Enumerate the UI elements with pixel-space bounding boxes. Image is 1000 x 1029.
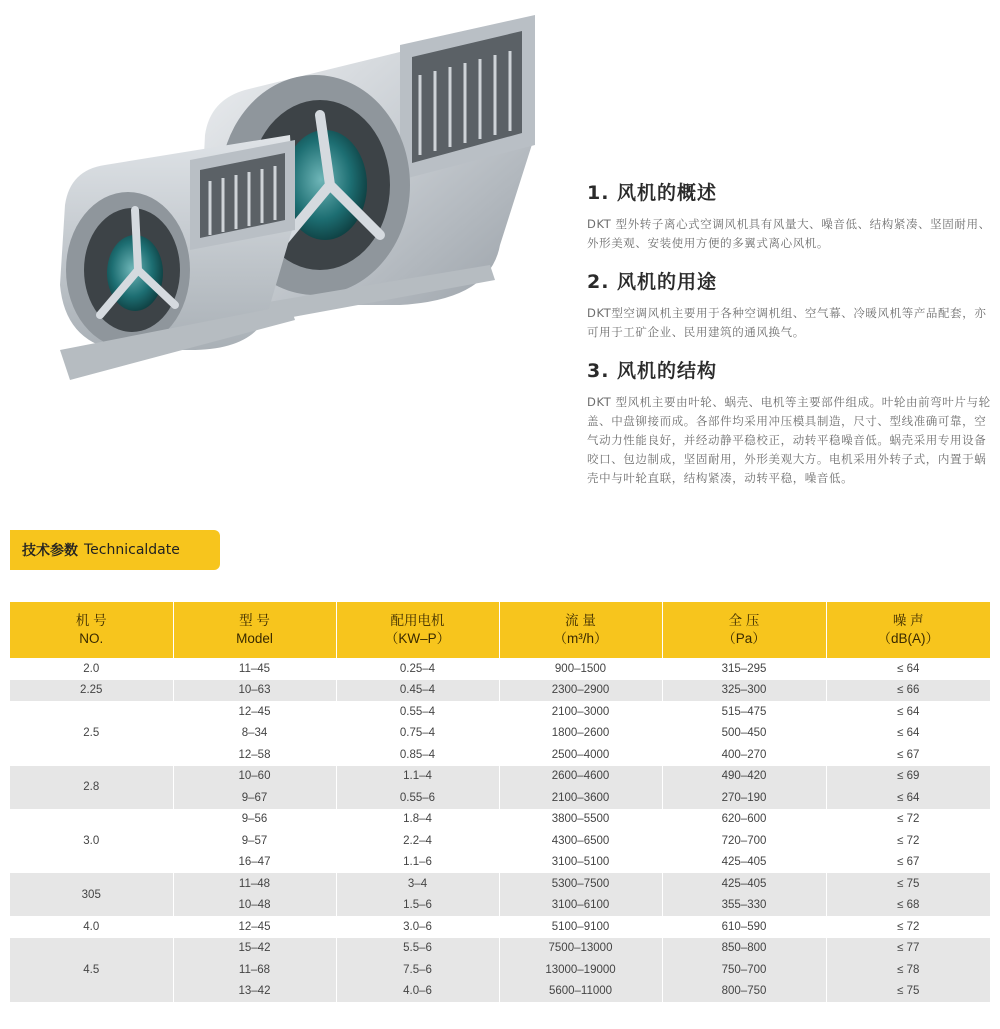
cell-pressure: 325–300 [662, 680, 826, 702]
cell-motor: 0.55–4 [336, 701, 499, 723]
header-en: Model [236, 631, 273, 646]
cell-noise: ≤ 67 [826, 852, 990, 874]
cell-model: 11–45 [173, 658, 336, 680]
cell-flow: 13000–19000 [499, 959, 662, 981]
intro-sections [587, 178, 992, 502]
section-body: DKT 型外转子离心式空调风机具有风量大、噪音低、结构紧凑、坚固耐用、外形美观、安装使用方便的多翼式离心风机。 [587, 217, 991, 250]
cell-noise: ≤ 72 [826, 809, 990, 831]
cell-model: 12–58 [173, 744, 336, 766]
cell-pressure: 720–700 [662, 830, 826, 852]
cell-noise: ≤ 68 [826, 895, 990, 917]
cell-noise: ≤ 64 [826, 723, 990, 745]
cell-motor: 4.0–6 [336, 981, 499, 1003]
header-cn: 流 量 [565, 613, 596, 628]
cell-motor: 0.25–4 [336, 658, 499, 680]
header-en: （Pa） [722, 631, 766, 646]
cell-motor: 1.1–6 [336, 852, 499, 874]
cell-motor: 0.75–4 [336, 723, 499, 745]
section-title: 3. 风机的结构 [587, 360, 718, 382]
small-fan-icon [60, 135, 295, 380]
section-title: 1. 风机的概述 [587, 182, 718, 204]
cell-model: 9–67 [173, 787, 336, 809]
cell-motor: 7.5–6 [336, 959, 499, 981]
cell-pressure: 610–590 [662, 916, 826, 938]
cell-no: 4.0 [10, 916, 173, 938]
cell-motor: 0.45–4 [336, 680, 499, 702]
cell-noise: ≤ 78 [826, 959, 990, 981]
table-header-row [10, 602, 990, 658]
header-cn: 噪 声 [892, 613, 924, 628]
cell-pressure: 490–420 [662, 766, 826, 788]
header-cn: 配用电机 [390, 613, 445, 628]
cell-noise: ≤ 64 [826, 701, 990, 723]
cell-motor: 1.8–4 [336, 809, 499, 831]
cell-motor: 3.0–6 [336, 916, 499, 938]
cell-pressure: 850–800 [662, 938, 826, 960]
header-motor [336, 602, 499, 658]
header-en: NO. [79, 631, 104, 646]
header-pressure [662, 602, 826, 658]
cell-pressure: 315–295 [662, 658, 826, 680]
cell-pressure: 355–330 [662, 895, 826, 917]
cell-model: 10–63 [173, 680, 336, 702]
header-noise [826, 602, 990, 658]
cell-flow: 5300–7500 [499, 873, 662, 895]
cell-flow: 2300–2900 [499, 680, 662, 702]
cell-model: 11–48 [173, 873, 336, 895]
cell-flow: 2100–3600 [499, 787, 662, 809]
cell-model: 13–42 [173, 981, 336, 1003]
cell-flow: 3100–5100 [499, 852, 662, 874]
cell-noise: ≤ 67 [826, 744, 990, 766]
cell-noise: ≤ 77 [826, 938, 990, 960]
cell-model: 9–56 [173, 809, 336, 831]
cell-flow: 7500–13000 [499, 938, 662, 960]
cell-flow: 2100–3000 [499, 701, 662, 723]
cell-flow: 5100–9100 [499, 916, 662, 938]
cell-motor: 1.1–4 [336, 766, 499, 788]
cell-pressure: 800–750 [662, 981, 826, 1003]
cell-motor: 3–4 [336, 873, 499, 895]
cell-pressure: 400–270 [662, 744, 826, 766]
table-row [10, 916, 990, 938]
cell-motor: 5.5–6 [336, 938, 499, 960]
cell-model: 15–42 [173, 938, 336, 960]
table-row [10, 766, 990, 788]
cell-model: 12–45 [173, 916, 336, 938]
cell-flow: 2500–4000 [499, 744, 662, 766]
tech-data-label [10, 530, 220, 570]
cell-pressure: 500–450 [662, 723, 826, 745]
cell-noise: ≤ 64 [826, 787, 990, 809]
cell-flow: 4300–6500 [499, 830, 662, 852]
cell-no: 2.8 [10, 766, 173, 809]
cell-noise: ≤ 64 [826, 658, 990, 680]
table-row [10, 809, 990, 831]
cell-pressure: 425–405 [662, 852, 826, 874]
section-overview [587, 178, 992, 253]
cell-noise: ≤ 72 [826, 916, 990, 938]
table-row [10, 680, 990, 702]
cell-model: 10–48 [173, 895, 336, 917]
section-usage [587, 267, 992, 342]
header-flow [499, 602, 662, 658]
cell-pressure: 270–190 [662, 787, 826, 809]
cell-noise: ≤ 75 [826, 981, 990, 1003]
header-cn: 机 号 [75, 613, 107, 628]
section-structure [587, 356, 992, 488]
cell-no: 2.25 [10, 680, 173, 702]
header-cn: 全 压 [728, 613, 760, 628]
table-row [10, 873, 990, 895]
cell-noise: ≤ 69 [826, 766, 990, 788]
cell-pressure: 515–475 [662, 701, 826, 723]
table-row [10, 701, 990, 723]
cell-pressure: 750–700 [662, 959, 826, 981]
cell-no: 2.0 [10, 658, 173, 680]
tech-data-label-en: Technicaldate [84, 542, 180, 558]
cell-model: 9–57 [173, 830, 336, 852]
cell-motor: 0.55–6 [336, 787, 499, 809]
cell-motor: 2.2–4 [336, 830, 499, 852]
cell-noise: ≤ 75 [826, 873, 990, 895]
product-photo-centrifugal-fans [20, 5, 580, 405]
cell-flow: 3800–5500 [499, 809, 662, 831]
header-no [10, 602, 173, 658]
cell-motor: 0.85–4 [336, 744, 499, 766]
cell-no: 2.5 [10, 701, 173, 766]
cell-no: 4.5 [10, 938, 173, 1003]
cell-model: 16–47 [173, 852, 336, 874]
spec-table-body [10, 658, 990, 1002]
cell-no: 305 [10, 873, 173, 916]
cell-noise: ≤ 66 [826, 680, 990, 702]
header-cn: 型 号 [239, 613, 270, 628]
header-model [173, 602, 336, 658]
cell-no: 3.0 [10, 809, 173, 874]
cell-flow: 900–1500 [499, 658, 662, 680]
header-en: （dB(A)） [877, 631, 939, 646]
cell-flow: 1800–2600 [499, 723, 662, 745]
cell-model: 8–34 [173, 723, 336, 745]
cell-model: 12–45 [173, 701, 336, 723]
header-en: （KW–P） [384, 631, 451, 646]
cell-pressure: 425–405 [662, 873, 826, 895]
cell-pressure: 620–600 [662, 809, 826, 831]
cell-flow: 5600–11000 [499, 981, 662, 1003]
spec-table [10, 602, 990, 1002]
cell-noise: ≤ 72 [826, 830, 990, 852]
header-en: （m³/h） [553, 631, 608, 646]
cell-flow: 2600–4600 [499, 766, 662, 788]
cell-model: 10–60 [173, 766, 336, 788]
cell-flow: 3100–6100 [499, 895, 662, 917]
section-title: 2. 风机的用途 [587, 271, 718, 293]
section-body: DKT 型风机主要由叶轮、蜗壳、电机等主要部件组成。叶轮由前弯叶片与轮盖、中盘铆接而成。各部件均采用冲压模具制造，尺寸、型线准确可靠，空气动力性能良好，并经动静平稳校正，动转平稳噪音低。蜗壳采用专用设备咬口、包边制成，坚固耐用，外形美观大方。电机采用外转子式，内置于蜗壳中与叶轮直联，结构紧凑，动转平稳，噪音低。 [587, 395, 991, 485]
section-body: DKT型空调风机主要用于各种空调机组、空气幕、冷暖风机等产品配套，亦可用于工矿企业、民用建筑的通风换气。 [587, 306, 987, 339]
table-row [10, 938, 990, 960]
cell-motor: 1.5–6 [336, 895, 499, 917]
table-row [10, 658, 990, 680]
tech-data-label-cn: 技术参数 [22, 543, 78, 559]
cell-model: 11–68 [173, 959, 336, 981]
